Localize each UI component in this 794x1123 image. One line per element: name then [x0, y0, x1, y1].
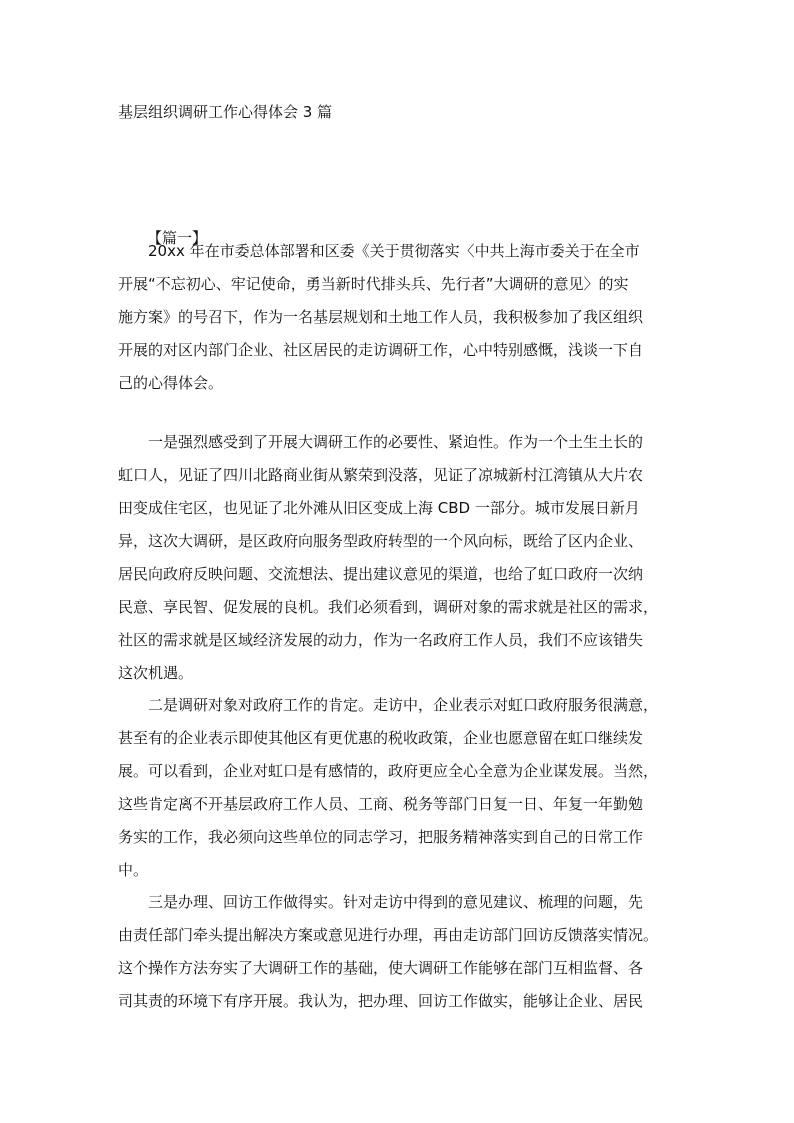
paragraph-line: 民意、享民智、促发展的良机。我们必须看到，调研对象的需求就是社区的需求， — [118, 598, 659, 616]
paragraph-line: 三是办理、回访工作做得实。针对走访中得到的意见建议、梳理的问题，先 — [148, 893, 644, 911]
paragraph-line: 这些肯定离不开基层政府工作人员、工商、税务等部门日复一日、年复一年勤勉 — [118, 795, 644, 813]
paragraph-line: 务实的工作，我必须向这些单位的同志学习，把服务精神落实到自己的日常工作 — [118, 828, 644, 846]
paragraph-line: 居民向政府反映问题、交流想法、提出建议意见的渠道，也给了虹口政府一次纳 — [118, 565, 644, 583]
section-heading: 【篇一】 — [147, 229, 208, 247]
paragraph-4 — [118, 886, 681, 1018]
paragraph-line: 施方案》的号召下，作为一名基层规划和土地工作人员，我积极参加了我区组织 — [118, 308, 644, 326]
paragraph-line: 甚至有的企业表示即使其他区有更优惠的税收政策，企业也愿意留在虹口继续发 — [118, 729, 644, 747]
paragraph-3 — [118, 689, 681, 887]
paragraph-line: 社区的需求就是区域经济发展的动力，作为一名政府工作人员，我们不应该错失 — [118, 631, 644, 649]
paragraph-line: 由责任部门牵头提出解决方案或意见进行办理，再由走访部门回访反馈落实情况。 — [118, 926, 659, 944]
paragraph-line: 司其责的环境下有序开展。我认为，把办理、回访工作做实，能够让企业、居民 — [118, 992, 644, 1010]
paragraph-line: 虹口人，见证了四川北路商业街从繁荣到没落，见证了凉城新村江湾镇从大片农 — [118, 466, 644, 484]
paragraph-line: 二是调研对象对政府工作的肯定。走访中，企业表示对虹口政府服务很满意， — [148, 696, 659, 714]
paragraph-line: 一是强烈感受到了开展大调研工作的必要性、紧迫性。作为一个土生土长的 — [148, 433, 644, 451]
paragraph-line: 异，这次大调研，是区政府向服务型政府转型的一个风向标，既给了区内企业、 — [118, 532, 644, 550]
document-title: 基层组织调研工作心得体会 3 篇 — [118, 103, 333, 121]
paragraph-line: 中。 — [118, 861, 149, 879]
paragraph-line: 开展“不忘初心、牢记使命，勇当新时代排头兵、先行者”大调研的意见〉的实 — [118, 275, 629, 293]
paragraph-line: 开展的对区内部门企业、社区居民的走访调研工作，心中特别感慨，浅谈一下自 — [118, 341, 644, 359]
paragraph-2 — [118, 426, 681, 690]
paragraph-line: 这个操作方法夯实了大调研工作的基础，使大调研工作能够在部门互相监督、各 — [118, 959, 644, 977]
paragraph-line: 田变成住宅区，也见证了北外滩从旧区变成上海 CBD 一部分。城市发展日新月 — [118, 499, 640, 517]
paragraph-line: 20xx 年在市委总体部署和区委《关于贯彻落实〈中共上海市委关于在全市 — [148, 242, 640, 260]
paragraph-line: 己的心得体会。 — [118, 374, 224, 392]
paragraph-1 — [118, 235, 681, 400]
paragraph-line: 这次机遇。 — [118, 664, 194, 682]
paragraph-line: 展。可以看到，企业对虹口是有感情的，政府更应全心全意为企业谋发展。当然， — [118, 762, 659, 780]
